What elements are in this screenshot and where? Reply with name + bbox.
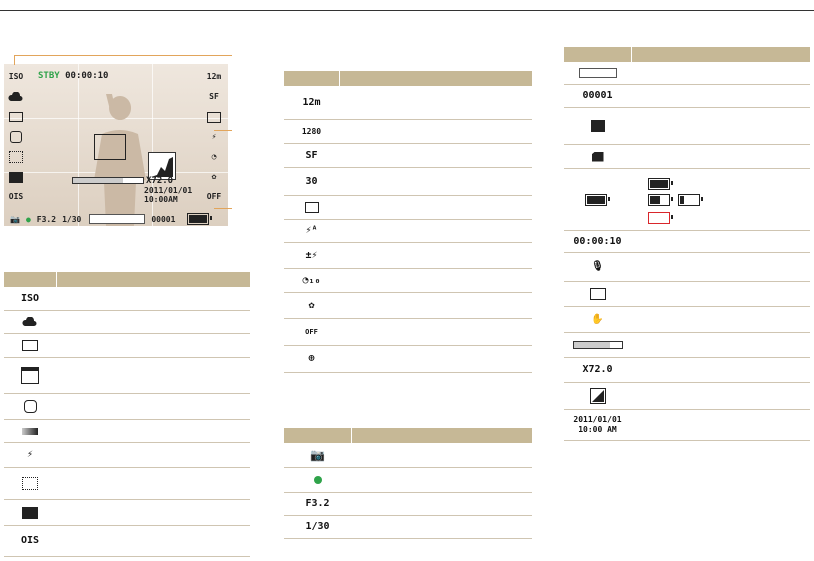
shot-count: 00001 — [151, 214, 176, 224]
focus-frame — [94, 134, 126, 160]
aperture-readout: F3.2 — [36, 214, 57, 224]
camera-p-icon: 📷 — [310, 448, 325, 462]
ev-bar — [89, 214, 145, 224]
face-detect-icon — [7, 129, 25, 145]
iso-auto-icon: ISO — [20, 292, 40, 304]
iso-icon: ISO — [8, 72, 24, 81]
histogram-icon — [590, 388, 606, 404]
metering-icon — [305, 202, 319, 213]
zoom-bar — [72, 177, 144, 184]
mic-icon: 🎙 — [591, 261, 604, 272]
recording-time-value: 00:00:10 — [573, 235, 622, 247]
callout-line-1v — [14, 55, 15, 65]
macro-icon: ✿ — [308, 299, 315, 311]
grid-icon — [22, 477, 38, 490]
resolution-icon: 12m — [302, 96, 321, 108]
cloud-icon — [7, 89, 25, 105]
callout-line-1 — [14, 55, 232, 56]
cloud-icon — [22, 317, 38, 327]
camera-preview — [4, 64, 228, 226]
zoom-value: X72.0 — [582, 364, 613, 375]
timer-icon: ◔₁₀ — [302, 274, 321, 286]
card-icon — [592, 152, 604, 162]
standby-readout: STBY 00:00:10 — [38, 71, 109, 81]
resolution-icon: 12m — [206, 72, 222, 81]
shutter-readout: 1/30 — [62, 214, 82, 224]
flash-intensity-icon: ±⚡ — [305, 249, 318, 261]
flash-auto-icon: ⚡ᴬ — [305, 225, 318, 236]
grid-icon — [7, 149, 25, 165]
shot-count-value: 00001 — [582, 90, 613, 101]
right-icon-column — [204, 66, 226, 209]
flash-exposure-icon: ⚡ — [26, 449, 34, 460]
left-icon-column — [6, 66, 28, 209]
callout-line-2 — [214, 130, 232, 131]
af-icon — [7, 109, 25, 125]
off-icon: OFF — [305, 327, 318, 336]
wide-af-icon — [21, 367, 39, 384]
zoom-bar-icon — [573, 341, 623, 349]
aperture-value: F3.2 — [305, 498, 330, 509]
shake-icon: ✋ — [591, 313, 604, 325]
datetime-value: 2011/01/01 10:00 AM — [573, 415, 622, 434]
middle-icon-table — [284, 71, 532, 373]
flash-icon: ⚡ — [211, 132, 217, 141]
zoom-icon: ⊕ — [308, 353, 315, 364]
ois-icon: OIS — [20, 535, 40, 546]
camera-mode-icon: 📷 — [10, 214, 20, 224]
ois-icon: OIS — [8, 192, 24, 201]
right-icon-table — [564, 47, 810, 441]
frame-icon — [22, 507, 38, 519]
zoom-readout: X72.0 — [146, 176, 174, 186]
timer-icon: ◔ — [211, 152, 217, 161]
off-icon: OFF — [206, 192, 222, 201]
left-icon-table — [4, 272, 250, 557]
ev-bar-icon — [579, 68, 617, 78]
date-readout: 2011/01/01 10:00AM — [144, 186, 193, 204]
adjust-icon — [22, 428, 38, 435]
green-dot-icon — [314, 476, 322, 484]
quality-icon: SF — [209, 92, 219, 101]
battery-levels — [631, 169, 810, 230]
memory-icon — [591, 120, 605, 132]
battery-full-icon — [585, 194, 607, 206]
bottom-status-bar — [4, 212, 228, 226]
top-rule — [0, 10, 814, 11]
green-dot-icon: ● — [25, 214, 31, 224]
macro-icon: ✿ — [211, 172, 217, 181]
af-area-icon — [22, 340, 38, 351]
frame-icon — [7, 169, 25, 185]
callout-line-3 — [214, 208, 232, 209]
metering-icon — [205, 109, 223, 125]
focus-frame-icon — [590, 288, 606, 300]
video-size-icon: 1280 — [301, 126, 322, 136]
bottom-icon-table — [284, 428, 532, 539]
frame-rate-icon: 30 — [305, 175, 318, 187]
face-detect-icon — [24, 400, 37, 413]
quality-icon: SF — [305, 149, 318, 161]
battery-icon — [181, 213, 212, 225]
shutter-value: 1/30 — [305, 521, 330, 532]
